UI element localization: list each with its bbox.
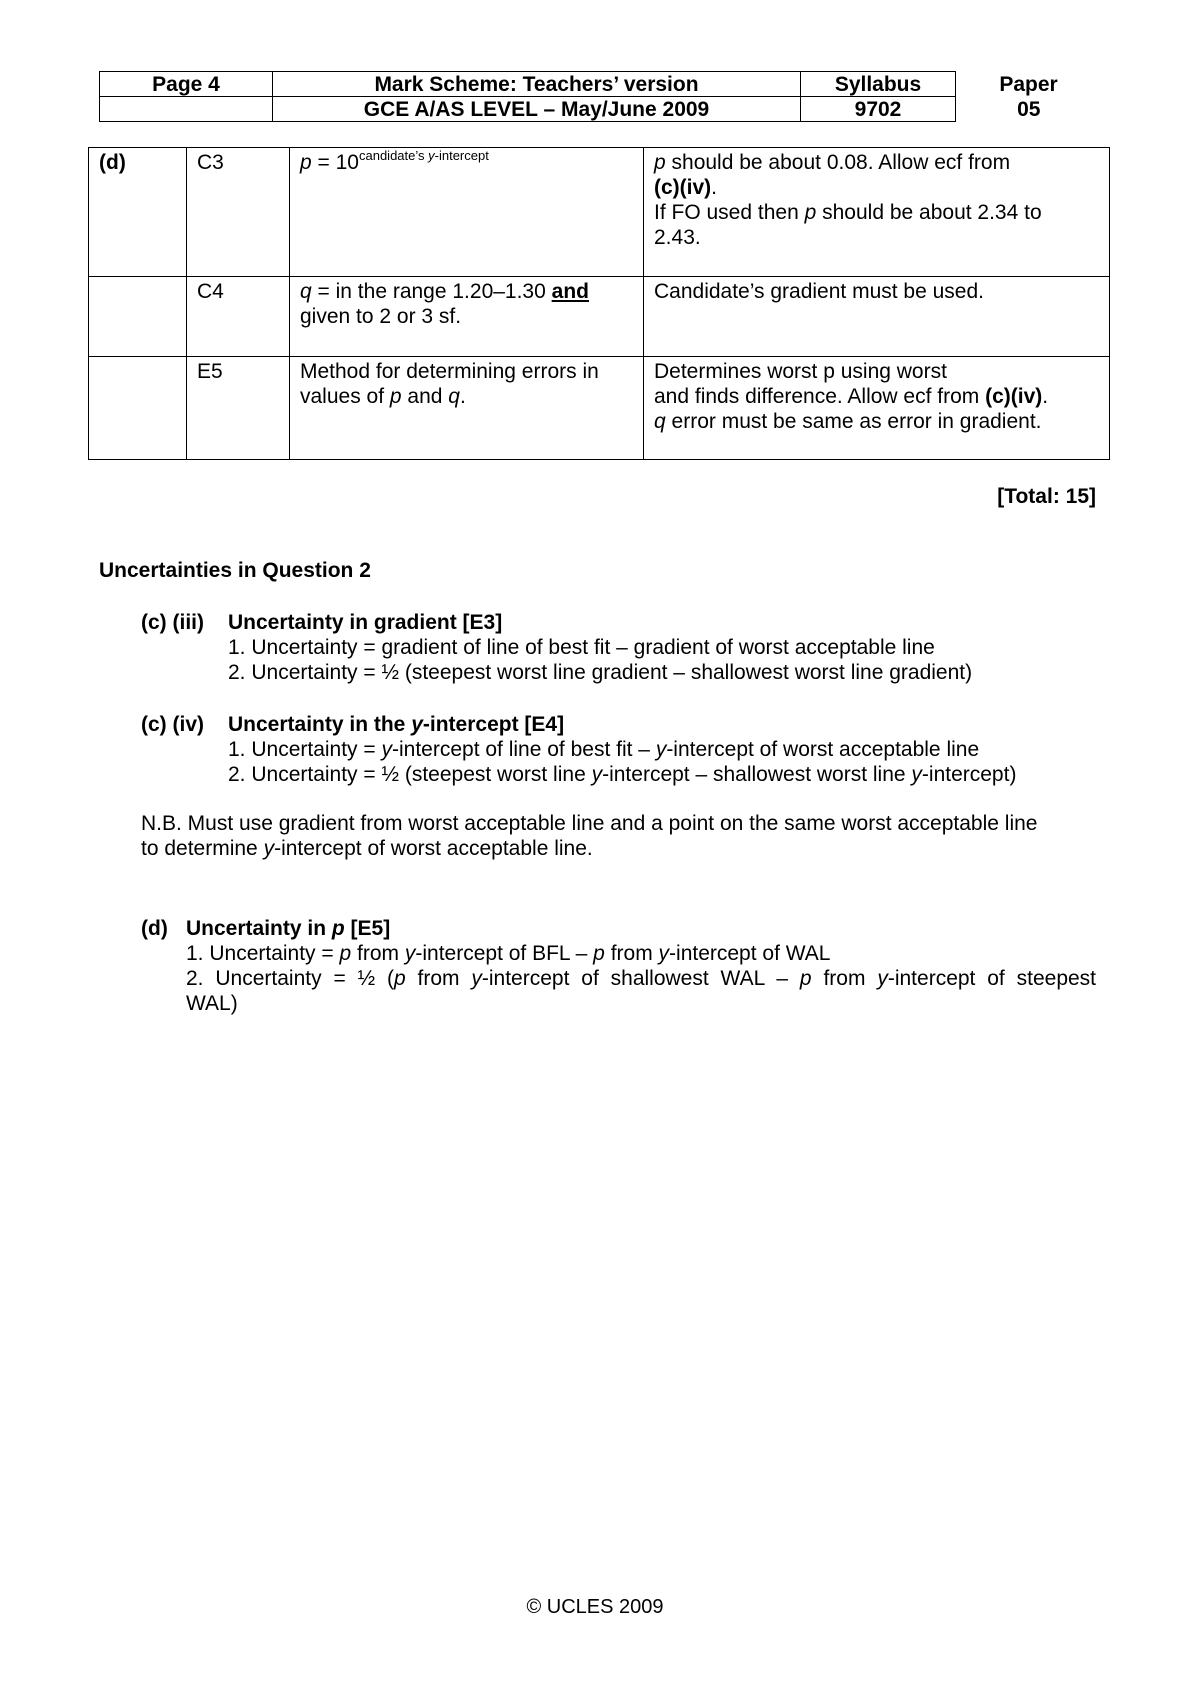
copyright-footer: © UCLES 2009 (526, 1596, 664, 1618)
nb-note (141, 811, 1096, 861)
mark-scheme-table (88, 147, 1110, 460)
item-title: Uncertainty in gradient [E3] (228, 611, 503, 634)
table-row (89, 357, 1110, 460)
total-marks: [Total: 15] (997, 485, 1096, 508)
paper-number: 05 (1017, 97, 1041, 121)
guidance-cell: Determines worst p using worst and finds difference. Allow ecf from (c)(iv). q error must be same as error in gradient. (644, 357, 1110, 460)
header-table (99, 71, 1102, 122)
guidance-cell: p should be about 0.08. Allow ecf from (c)(iv). If FO used then p should be about 2.34 to 2.43. (644, 148, 1110, 277)
table-row (89, 277, 1110, 357)
item-label: (c) (iii) (141, 611, 204, 634)
item-label: (d) (141, 917, 168, 940)
item-line: WAL) (186, 992, 238, 1015)
criterion-cell: $p = 10^{candidate’s y-intercept}$ (290, 148, 644, 277)
item-line: 2. Uncertainty = ½ (steepest worst line y-intercept – shallowest worst line y-intercept) (228, 763, 1017, 786)
mark-code: C3 (187, 148, 290, 277)
item-line: 1. Uncertainty = y-intercept of line of best fit – y-intercept of worst acceptable line (228, 738, 980, 761)
item-title: Uncertainty in the y-intercept [E4] (228, 713, 565, 736)
mark-code: E5 (187, 357, 290, 460)
item-line: 1. Uncertainty = p from y-intercept of BFL – p from y-intercept of WAL (186, 942, 831, 965)
part-label: (d) (89, 148, 187, 277)
item-line: 2. Uncertainty = ½ (p from y-intercept of shallowest WAL – p from y-intercept of steepest (186, 967, 1097, 990)
part-label (89, 357, 187, 460)
item-line: 2. Uncertainty = ½ (steepest worst line gradient – shallowest worst line gradient) (228, 661, 973, 684)
item-line: 1. Uncertainty = gradient of line of best fit – gradient of worst acceptable line (228, 636, 935, 659)
document-title: Mark Scheme: Teachers’ version (273, 72, 801, 97)
paper-label: Paper (999, 72, 1058, 96)
criterion-cell: Method for determining errors in values of p and q. (290, 357, 644, 460)
page-number: Page 4 (100, 72, 273, 97)
item-title: Uncertainty in p [E5] (186, 917, 391, 940)
item-label: (c) (iv) (141, 713, 204, 736)
part-label (89, 277, 187, 357)
section-title: Uncertainties in Question 2 (99, 559, 371, 582)
mark-code: C4 (187, 277, 290, 357)
syllabus-label: Syllabus (801, 72, 956, 97)
nb-line: to determine y-intercept of worst acceptable line. (141, 837, 593, 860)
syllabus-code: 9702 (801, 97, 956, 122)
table-row (89, 148, 1110, 277)
nb-line: N.B. Must use gradient from worst acceptable line and a point on the same worst acceptable line (141, 812, 1038, 835)
criterion-cell: q = in the range 1.20–1.30 and given to 2 or 3 sf. (290, 277, 644, 357)
guidance-cell: Candidate’s gradient must be used. (644, 277, 1110, 357)
exam-session: GCE A/AS LEVEL – May/June 2009 (273, 97, 801, 122)
header-blank-cell (100, 97, 273, 122)
